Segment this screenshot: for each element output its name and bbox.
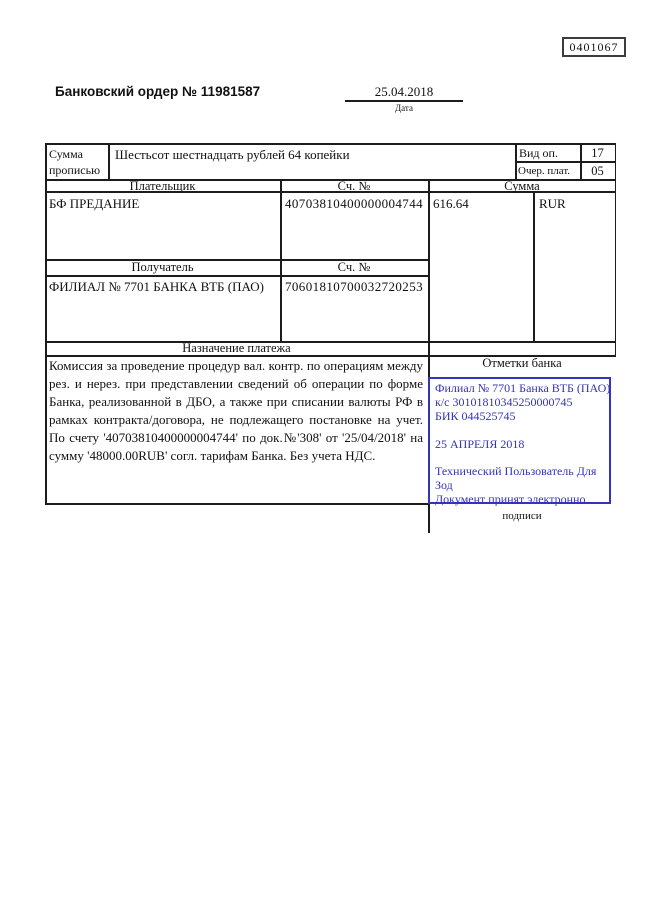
bank-marks-header: Отметки банка [482,356,562,370]
amount-column-header: Сумма [504,179,540,193]
date-underline [345,100,463,102]
op-type-label: Вид оп. [519,146,558,160]
stamp-line-user-2: Зод [435,478,453,493]
priority-label: Очер. плат. [518,165,571,177]
table-border-amountwords-split [108,143,110,180]
stamp-line-blank-2 [435,452,604,466]
purpose-header: Назначение платежа [182,341,291,355]
amount-currency: RUR [539,196,566,211]
table-border-bottom [45,503,429,505]
purpose-text: Комиссия за проведение процедур вал. контр. по операциям между рез. и нерез. при представлении сведений об операции по форме Банка, реализованной в ДБО, а также при списании валюты РФ в рамках контракта/договора, не подлежащего постановке на учет. По счету '40703810400000004744' по док.№'308' от '25/04/2018' на сумму '48000.00RUB' согл. тарифам Банка. Без учета НДС. [49,358,423,463]
stamp-line-bank-name: Филиал № 7701 Банка ВТБ (ПАО) [435,381,611,395]
table-border-left [45,143,47,504]
table-border-optype-split [515,161,616,163]
payer-name: БФ ПРЕДАНИЕ [49,196,140,211]
document-title: Банковский ордер № 11981587 [55,84,261,99]
stamp-line-blank-1 [435,424,604,438]
table-border-top [45,143,616,145]
form-code-box [562,37,626,57]
table-border-payeehdr-bottom [45,275,428,277]
payee-account-header: Сч. № [337,260,371,274]
payee-name: ФИЛИАЛ № 7701 БАНКА ВТБ (ПАО) [49,279,264,294]
amount-value: 616.64 [433,196,469,211]
priority-value: 05 [591,164,604,178]
stamp-line-accepted: Документ принят электронно [435,492,586,507]
payee-account: 70601810700032720253 [285,279,423,294]
table-border-optype-left [515,143,517,180]
stamp-line-date: 25 АПРЕЛЯ 2018 [435,436,525,451]
stamp-line-corr-account: к/с 30101810345250000745 [435,394,573,409]
amount-words-label: Сумма прописью [49,147,101,177]
form-code: 0401067 [569,40,619,54]
amount-words-value: Шестьсот шестнадцать рублей 64 копейки [115,147,350,162]
table-border-currency-col [533,191,535,342]
stamp-line-user-1: Технический Пользователь Для [435,464,597,479]
signatures-label: подписи [502,510,542,522]
bank-stamp [428,377,611,507]
payer-account: 40703810400000004744 [285,196,423,211]
payer-account-header: Сч. № [337,179,371,193]
payee-column-header: Получатель [131,260,194,274]
date-value: 25.04.2018 [374,84,434,99]
op-type-value: 17 [591,146,604,160]
payer-column-header: Плательщик [129,179,196,193]
date-label: Дата [395,103,413,113]
stamp-line-bik: БИК 044525745 [435,408,516,423]
